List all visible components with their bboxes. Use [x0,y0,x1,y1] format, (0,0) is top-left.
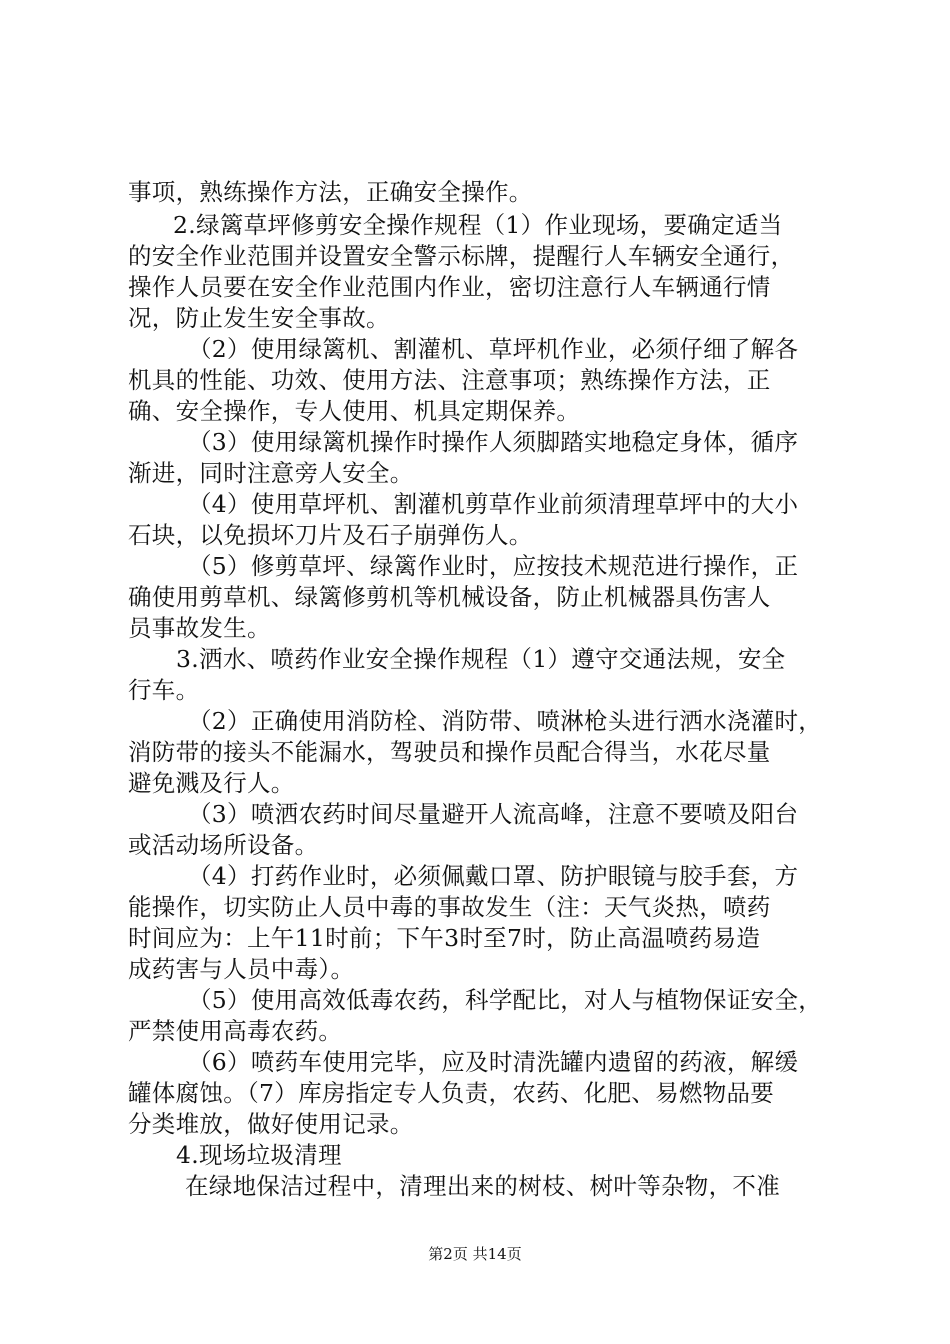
text-line-32: 4.现场垃圾清理 [176,1141,342,1169]
text-line-23: （4）打药作业时，必须佩戴口罩、防护眼镜与胶手套，方 [188,862,799,890]
text-line-14: 确使用剪草机、绿篱修剪机等机械设备，防止机械器具伤害人 [128,583,771,611]
text-line-29: （6）喷药车使用完毕，应及时清洗罐内遗留的药液，解缓 [188,1048,799,1076]
text-line-6: （2）使用绿篱机、割灌机、草坪机作业，必须仔细了解各 [188,335,799,363]
text-line-27: （5）使用高效低毒农药，科学配比，对人与植物保证安全， [188,986,823,1014]
text-line-21: （3）喷洒农药时间尽量避开人流高峰，注意不要喷及阳台 [188,800,799,828]
text-line-20: 避免溅及行人。 [128,769,295,797]
text-line-7: 机具的性能、功效、使用方法、注意事项；熟练操作方法，正 [128,366,771,394]
text-line-26: 成药害与人员中毒）。 [128,955,355,983]
text-line-31: 分类堆放，做好使用记录。 [128,1110,414,1138]
text-line-15: 员事故发生。 [128,614,271,642]
text-line-33: 在绿地保洁过程中，清理出来的树枝、树叶等杂物，不准 [185,1172,780,1200]
text-line-16: 3.洒水、喷药作业安全操作规程（1）遵守交通法规，安全 [176,645,786,673]
text-line-18: （2）正确使用消防栓、消防带、喷淋枪头进行洒水浇灌时， [188,707,823,735]
text-line-9: （3）使用绿篱机操作时操作人须脚踏实地稳定身体，循序 [188,428,799,456]
text-line-25: 时间应为：上午11时前；下午3时至7时，防止高温喷药易造 [128,924,761,952]
text-line-12: 石块，以免损坏刀片及石子崩弹伤人。 [128,521,533,549]
text-line-5: 况，防止发生安全事故。 [128,304,390,332]
text-line-2: 2.绿篱草坪修剪安全操作规程（1）作业现场，要确定适当 [173,211,783,239]
text-line-17: 行车。 [128,676,200,704]
text-line-10: 渐进，同时注意旁人安全。 [128,459,414,487]
text-line-3: 的安全作业范围并设置安全警示标牌，提醒行人车辆安全通行， [128,242,795,270]
text-line-1: 事项，熟练操作方法，正确安全操作。 [128,178,533,206]
text-line-24: 能操作，切实防止人员中毒的事故发生（注：天气炎热，喷药 [128,893,771,921]
page-number-footer: 第2页 共14页 [428,1245,522,1263]
text-line-11: （4）使用草坪机、割灌机剪草作业前须清理草坪中的大小 [188,490,799,518]
text-line-4: 操作人员要在安全作业范围内作业，密切注意行人车辆通行情 [128,273,771,301]
text-line-28: 严禁使用高毒农药。 [128,1017,343,1045]
text-line-30: 罐体腐蚀。（7）库房指定专人负责，农药、化肥、易燃物品要 [128,1079,775,1107]
text-line-8: 确、安全操作，专人使用、机具定期保养。 [128,397,581,425]
text-line-19: 消防带的接头不能漏水，驾驶员和操作员配合得当，水花尽量 [128,738,771,766]
text-line-13: （5）修剪草坪、绿篱作业时，应按技术规范进行操作，正 [188,552,799,580]
text-line-22: 或活动场所设备。 [128,831,319,859]
